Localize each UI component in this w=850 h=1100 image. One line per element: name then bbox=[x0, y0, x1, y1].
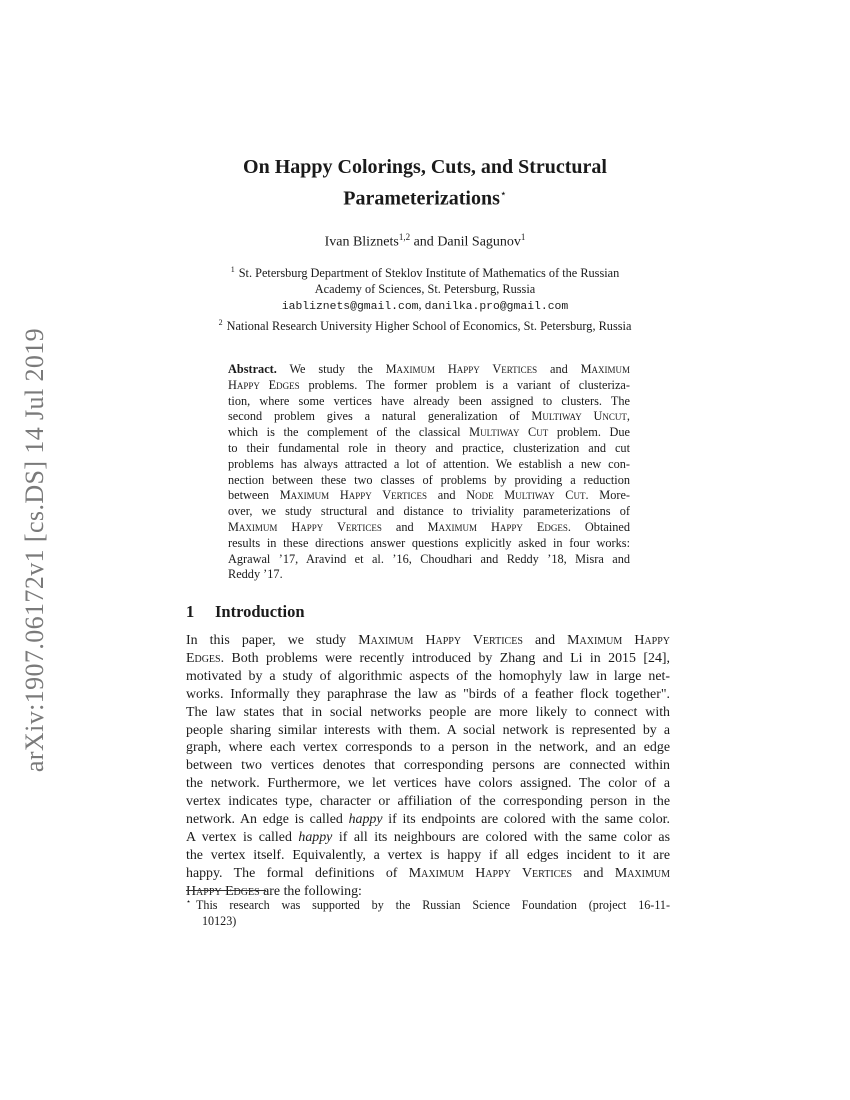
introduction-body bbox=[186, 632, 670, 901]
body-line bbox=[186, 650, 670, 668]
abstract-run: and bbox=[381, 519, 428, 534]
abstract-line bbox=[228, 457, 630, 473]
body-run: the network. Furthermore, we let vertices have colors assigned. The color of a bbox=[186, 776, 670, 792]
abstract-run: . More- bbox=[585, 488, 630, 503]
title-line-1: On Happy Colorings, Cuts, and Structural bbox=[243, 156, 607, 178]
body-run: between two vertices denotes that corresponding persons are connected within bbox=[186, 758, 670, 774]
body-line bbox=[186, 865, 670, 883]
body-run: vertex indicates type, character or affiliation of the corresponding person in the bbox=[186, 794, 670, 810]
body-run: network. An edge is called bbox=[186, 812, 349, 828]
body-run: and bbox=[522, 633, 568, 648]
problem-name: Happy Edges bbox=[186, 883, 260, 899]
footnote-line-2: 10123) bbox=[202, 913, 237, 928]
body-line bbox=[186, 722, 670, 740]
abstract-run: second problem gives a natural generalization of bbox=[228, 409, 532, 424]
title-line-2-text: Parameterizations bbox=[343, 187, 500, 210]
abstract-run: We study the bbox=[289, 362, 386, 376]
body-line bbox=[186, 686, 670, 704]
affiliations bbox=[186, 262, 664, 334]
abstract-line bbox=[228, 425, 630, 441]
affiliation-1-line-1 bbox=[186, 262, 664, 281]
body-line bbox=[186, 704, 670, 722]
abstract-run: over, we study structural and distance to triviality parameterizations of bbox=[228, 504, 630, 519]
author-2: Danil Sagunov bbox=[437, 234, 521, 250]
abstract-run: problems has always attracted a lot of attention. We establish a new con- bbox=[228, 456, 630, 471]
abstract-run: tion, where some vertices have already been assigned to clusters. The bbox=[228, 393, 630, 408]
introduction-paragraph bbox=[186, 632, 670, 901]
problem-name: Multiway Cut bbox=[469, 425, 549, 440]
body-run: . Both problems were recently introduced by Zhang and Li in 2015 [24], bbox=[220, 650, 670, 666]
abstract-line bbox=[228, 394, 630, 410]
body-run: The law states that in social networks people are more likely to connect with bbox=[186, 704, 670, 720]
problem-name: Maximum bbox=[614, 865, 670, 881]
abstract-run: problem. Due bbox=[548, 425, 630, 440]
abstract-run: Reddy ’17. bbox=[228, 567, 283, 582]
abstract-line bbox=[228, 552, 630, 568]
abstract-label: Abstract. bbox=[228, 362, 277, 376]
body-run: the vertex itself. Equivalently, a vertex is happy if all edges incident to it are bbox=[186, 847, 670, 863]
author-1-affil: 1,2 bbox=[398, 232, 411, 242]
body-run: if its endpoints are colored with the same color. bbox=[382, 812, 670, 828]
body-line bbox=[186, 632, 670, 650]
problem-name: Maximum Happy Vertices bbox=[385, 362, 538, 376]
abstract-run: between bbox=[228, 488, 280, 503]
abstract-run: . Obtained bbox=[567, 519, 630, 534]
problem-name: Maximum bbox=[580, 362, 630, 376]
body-run: In this paper, we study bbox=[186, 633, 359, 648]
abstract-line bbox=[228, 488, 630, 504]
problem-name: Maximum Happy Vertices bbox=[279, 488, 428, 503]
affiliation-2-text: National Research University Higher School of Economics, St. Petersburg, Russia bbox=[226, 319, 632, 334]
body-line bbox=[186, 739, 670, 757]
abstract-line bbox=[228, 362, 630, 378]
abstract-line bbox=[228, 409, 630, 425]
body-line bbox=[186, 847, 670, 865]
body-run: works. Informally they paraphrase the law as "birds of a feather flock together". bbox=[186, 686, 670, 702]
affiliation-1-text: St. Petersburg Department of Steklov Institute of Mathematics of the Russian bbox=[238, 266, 620, 281]
abstract-line bbox=[228, 536, 630, 552]
abstract-line bbox=[228, 504, 630, 520]
abstract-line bbox=[228, 567, 630, 583]
footnote-line-1 bbox=[186, 894, 670, 914]
problem-name: Maximum Happy Edges bbox=[427, 519, 568, 534]
abstract-line bbox=[228, 441, 630, 457]
body-run: happy. The formal definitions of bbox=[186, 865, 409, 881]
section-number: 1 bbox=[186, 602, 195, 621]
abstract bbox=[228, 362, 630, 583]
problem-name: Maximum Happy Vertices bbox=[358, 633, 523, 648]
abstract-run: and bbox=[427, 488, 467, 503]
author-list bbox=[0, 232, 850, 251]
body-run: and bbox=[572, 865, 615, 881]
body-run: are the following: bbox=[259, 883, 362, 899]
title-footnote-mark: ⋆ bbox=[499, 188, 507, 200]
problem-name: Node Multiway Cut bbox=[466, 488, 586, 503]
emphasis-term: happy bbox=[298, 829, 333, 845]
abstract-run: which is the complement of the classical bbox=[228, 425, 470, 440]
abstract-line bbox=[228, 473, 630, 489]
body-run: motivated by a study of algorithmic aspects of the homophyly law in large net- bbox=[186, 668, 670, 684]
abstract-line bbox=[228, 520, 630, 536]
section-title: Introduction bbox=[215, 602, 305, 621]
body-line bbox=[186, 668, 670, 686]
abstract-run: nection between these two classes of problems by providing a reduction bbox=[228, 472, 630, 487]
body-line bbox=[186, 775, 670, 793]
body-line bbox=[186, 829, 670, 847]
abstract-run: problems. The former problem is a variant of clusteriza- bbox=[299, 377, 630, 392]
footnote bbox=[186, 894, 670, 929]
body-line bbox=[186, 793, 670, 811]
affiliation-2-line bbox=[186, 315, 664, 334]
affiliation-2-number: 2 bbox=[218, 318, 223, 328]
email-line bbox=[186, 297, 664, 315]
problem-name: Maximum Happy bbox=[567, 633, 670, 648]
abstract-run: and bbox=[537, 362, 581, 376]
section-heading-introduction bbox=[186, 602, 305, 622]
abstract-run: to their fundamental role in theory and practice, clusterization and cut bbox=[228, 440, 630, 455]
body-run: graph, where each vertex corresponds to a person in the network, and an edge bbox=[186, 740, 670, 756]
abstract-run: , bbox=[626, 409, 630, 424]
author-1: Ivan Bliznets bbox=[324, 234, 399, 250]
affiliation-1-line-2: Academy of Sciences, St. Petersburg, Russia bbox=[314, 282, 536, 297]
body-line bbox=[186, 757, 670, 775]
problem-name: Multiway Uncut bbox=[531, 409, 627, 424]
arxiv-stamp: arXiv:1907.06172v1 [cs.DS] 14 Jul 2019 bbox=[20, 327, 49, 773]
paper-title bbox=[0, 154, 850, 213]
problem-name: Happy Edges bbox=[228, 377, 300, 392]
abstract-run: results in these directions answer questions explicitly asked in four works: bbox=[228, 535, 630, 550]
emphasis-term: happy bbox=[348, 812, 383, 828]
body-run: A vertex is called bbox=[186, 829, 299, 845]
abstract-run: Agrawal ’17, Aravind et al. ’16, Choudhari and Reddy ’18, Misra and bbox=[228, 551, 630, 566]
email-1[interactable]: iabliznets@gmail.com bbox=[281, 301, 419, 314]
title-line-2 bbox=[0, 181, 850, 213]
abstract-text bbox=[228, 362, 630, 583]
abstract-line bbox=[228, 378, 630, 394]
footnote-text-1: This research was supported by the Russian Science Foundation (project 16-11- bbox=[196, 898, 670, 913]
email-separator: , bbox=[418, 298, 422, 313]
body-run: if all its neighbours are colored with the same color as bbox=[332, 829, 670, 845]
body-line bbox=[186, 811, 670, 829]
problem-name: Maximum Happy Vertices bbox=[408, 865, 573, 881]
body-run: people sharing similar interests with them. A social network is represented by a bbox=[186, 722, 670, 738]
author-2-affil: 1 bbox=[520, 232, 526, 242]
problem-name: Edges bbox=[186, 650, 221, 666]
email-2[interactable]: danilka.pro@gmail.com bbox=[424, 301, 569, 314]
problem-name: Maximum Happy Vertices bbox=[228, 519, 382, 534]
footnote-mark: ⋆ bbox=[186, 897, 192, 906]
author-and: and bbox=[413, 234, 434, 250]
footnote-rule bbox=[186, 890, 266, 891]
affiliation-1-number: 1 bbox=[230, 265, 235, 274]
